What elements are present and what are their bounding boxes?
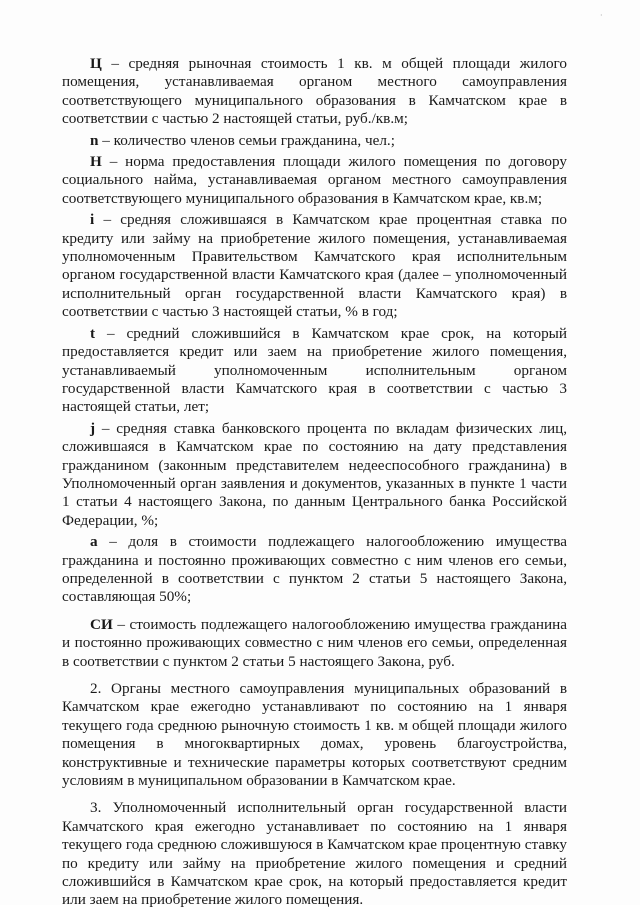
definition-text: – средняя рыночная стоимость 1 кв. м общей площади жилого помещения, устанавливаемая органом местного самоуправления соответствующего муниципального образования в Камчатском крае в соответствии с частью 2 настоящей статьи, руб./кв.м; bbox=[62, 55, 567, 128]
symbol: n bbox=[90, 131, 99, 149]
document-body bbox=[62, 55, 567, 910]
definition-i bbox=[62, 211, 567, 321]
definition-text: – средняя ставка банковского процента по вкладам физических лиц, сложившаяся в Камчатском крае по состоянию на дату представления гражданином (законным представителем недееспособного гражданина) в Уполномоченный орган заявления и документов, указанных в пункте 1 части 1 статьи 4 настоящего Закона, по данным Центрального банка Российской Федерации, %; bbox=[62, 419, 567, 529]
paragraph-part-2: 2. Органы местного самоуправления муниципальных образований в Камчатском крае ежегодно устанавливают по состоянию на 1 января текущего года среднюю рыночную стоимость 1 кв. м общей площади жилого помещения в многоквартирных домах, уровень благоустройства, конструктивные и технические параметры которых соответствуют средним условиям в муниципальном образовании в Камчатском крае. bbox=[62, 680, 567, 790]
definition-text: – стоимость подлежащего налогообложению имущества гражданина и постоянно проживающих совместно с ним членов его семьи, определенная в соответствии с пунктом 2 статьи 5 настоящего Закона, руб. bbox=[62, 615, 567, 670]
definition-j bbox=[62, 420, 567, 530]
definition-a bbox=[62, 533, 567, 607]
symbol: а bbox=[90, 533, 98, 551]
definition-text: – средний сложившийся в Камчатском крае срок, на который предоставляется кредит или заем на приобретение жилого помещения, устанавливаемый уполномоченным исполнительным органом государственной власти Камчатского края в соответствии с частью 3 настоящей статьи, лет; bbox=[62, 324, 567, 416]
symbol: i bbox=[90, 211, 95, 229]
definition-text: – доля в стоимости подлежащего налогообложению имущества гражданина и постоянно проживающих совместно с ним членов его семьи, определенной в соответствии с пунктом 2 статьи 5 настоящего Закона, составляющая 50%; bbox=[62, 533, 567, 606]
definition-t bbox=[62, 325, 567, 417]
paragraph-part-3: 3. Уполномоченный исполнительный орган государственной власти Камчатского края ежегодно устанавливает по состоянию на 1 января текущего года среднюю сложившуюся в Камчатском крае процентную ставку по кредиту или займу на приобретение жилого помещения и средний сложившийся в Камчатском крае срок, на который предоставляется кредит или заем на приобретение жилого помещения. bbox=[62, 799, 567, 909]
symbol: СИ bbox=[90, 615, 113, 633]
definition-h bbox=[62, 153, 567, 208]
symbol: Н bbox=[90, 153, 102, 171]
symbol: t bbox=[90, 324, 96, 342]
symbol: Ц bbox=[90, 55, 102, 72]
symbol: j bbox=[90, 419, 96, 437]
definition-si bbox=[62, 616, 567, 671]
definition-text: – количество членов семьи гражданина, чел.; bbox=[98, 131, 395, 149]
scan-dot: · bbox=[600, 11, 603, 20]
definition-text: – средняя сложившаяся в Камчатском крае процентная ставка по кредиту или займу на приобретение жилого помещения, устанавливаемая уполномоченным Правительством Камчатского края исполнительным органом государственной власти Камчатского края (далее – уполномоченный исполнительный орган государственной власти Камчатского края) в соответствии с частью 3 настоящей статьи, % в год; bbox=[62, 211, 567, 321]
definition-c bbox=[62, 55, 567, 129]
definition-text: – норма предоставления площади жилого помещения по договору социального найма, устанавливаемая органом местного самоуправления соответствующего муниципального образования в Камчатском крае, кв.м; bbox=[62, 153, 567, 207]
definition-n bbox=[62, 132, 567, 150]
